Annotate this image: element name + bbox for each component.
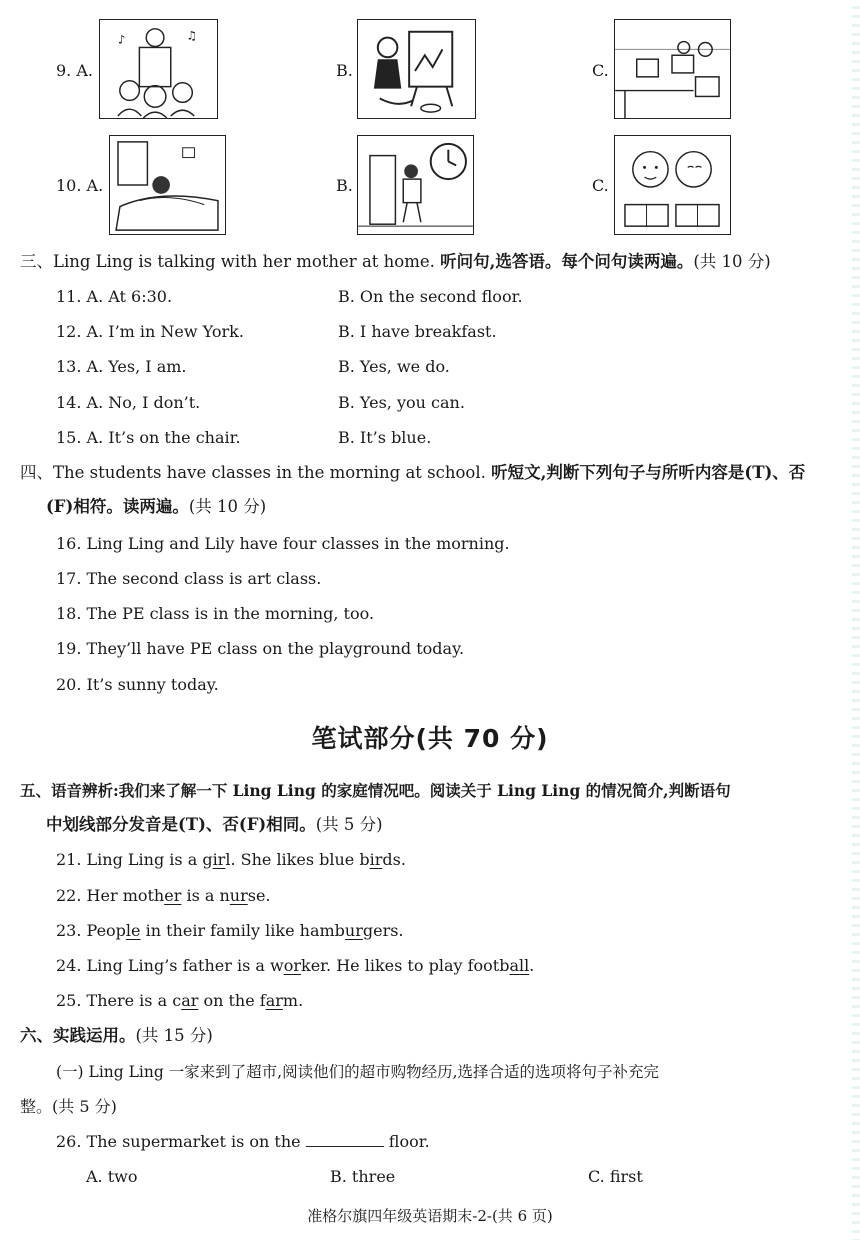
section3-heading: 三、Ling Ling is talking with her mother at home. 听问句,选答语。每个问句读两遍。(共 10 分) xyxy=(20,252,771,271)
q9-option-b-label: B. xyxy=(336,61,353,80)
q14-option-b: B. Yes, you can. xyxy=(338,393,465,412)
q19-statement: 19. They’ll have PE class on the playground today. xyxy=(56,639,465,658)
section6-sub1-instructions: (一) Ling Ling 一家来到了超市,阅读他们的超市购物经历,选择合适的选项将句子补充完 xyxy=(56,1063,660,1081)
q21-sentence: 21. Ling Ling is a girl. She likes blue birds. xyxy=(56,850,406,869)
q17-statement: 17. The second class is art class. xyxy=(56,569,322,588)
child-sleeping-in-bed-icon xyxy=(109,135,226,235)
q13-option-b: B. Yes, we do. xyxy=(338,357,450,376)
q25-sentence: 25. There is a car on the farm. xyxy=(56,991,304,1010)
q10-option-b-label: B. xyxy=(336,176,353,195)
q12-option-b: B. I have breakfast. xyxy=(338,322,497,341)
q22-sentence: 22. Her mother is a nurse. xyxy=(56,886,271,905)
q26-answer-blank[interactable] xyxy=(306,1132,384,1147)
page-edge-decoration xyxy=(852,0,860,1240)
section5-heading: 五、语音辨析:我们来了解一下 Ling Ling 的家庭情况吧。阅读关于 Ling Ling 的情况简介,判断语句 xyxy=(20,781,731,800)
q9-option-c-label: C. xyxy=(592,61,609,80)
svg-text:♪: ♪ xyxy=(117,32,126,47)
q15-option-b: B. It’s blue. xyxy=(338,428,432,447)
section6-heading: 六、实践运用。(共 15 分) xyxy=(20,1026,213,1045)
section4-heading-cont: (F)相符。读两遍。(共 10 分) xyxy=(46,497,267,516)
q18-statement: 18. The PE class is in the morning, too. xyxy=(56,604,375,623)
q16-statement: 16. Ling Ling and Lily have four classes in the morning. xyxy=(56,534,510,553)
child-painting-easel-icon xyxy=(357,19,476,119)
q12-option-a: 12. A. I’m in New York. xyxy=(56,322,244,341)
q11-option-b: B. On the second floor. xyxy=(338,287,523,306)
boy-leaving-with-clock-icon xyxy=(357,135,474,235)
q20-statement: 20. It’s sunny today. xyxy=(56,675,219,694)
page-footer: 准格尔旗四年级英语期末-2-(共 6 页) xyxy=(307,1207,553,1225)
svg-text:♫: ♫ xyxy=(186,28,197,43)
q24-sentence: 24. Ling Ling’s father is a worker. He likes to play football. xyxy=(56,956,535,975)
q26-option-b: B. three xyxy=(330,1167,396,1186)
q11-option-a: 11. A. At 6:30. xyxy=(56,287,173,306)
q10-option-c-label: C. xyxy=(592,176,609,195)
q13-option-a: 13. A. Yes, I am. xyxy=(56,357,187,376)
q26-option-a: A. two xyxy=(86,1167,138,1186)
section5-heading-cont: 中划线部分发音是(T)、否(F)相同。(共 5 分) xyxy=(46,815,383,834)
q10-label: 10. A. xyxy=(56,176,104,195)
q23-sentence: 23. People in their family like hamburgers. xyxy=(56,921,404,940)
people-at-computers-icon xyxy=(614,19,731,119)
q26-option-c: C. first xyxy=(588,1167,643,1186)
q14-option-a: 14. A. No, I don’t. xyxy=(56,393,201,412)
section6-sub1-instructions-cont: 整。(共 5 分) xyxy=(20,1097,117,1116)
children-eating-lunch-icon xyxy=(614,135,731,235)
girl-singing-to-children-icon xyxy=(99,19,218,119)
section4-heading: 四、The students have classes in the morning at school. 听短文,判断下列句子与所听内容是(T)、否 xyxy=(20,463,806,482)
q15-option-a: 15. A. It’s on the chair. xyxy=(56,428,241,447)
written-part-title: 笔试部分(共 70 分) xyxy=(311,724,549,753)
q9-label: 9. A. xyxy=(56,61,93,80)
q26-sentence: 26. The supermarket is on the floor. xyxy=(56,1132,430,1151)
